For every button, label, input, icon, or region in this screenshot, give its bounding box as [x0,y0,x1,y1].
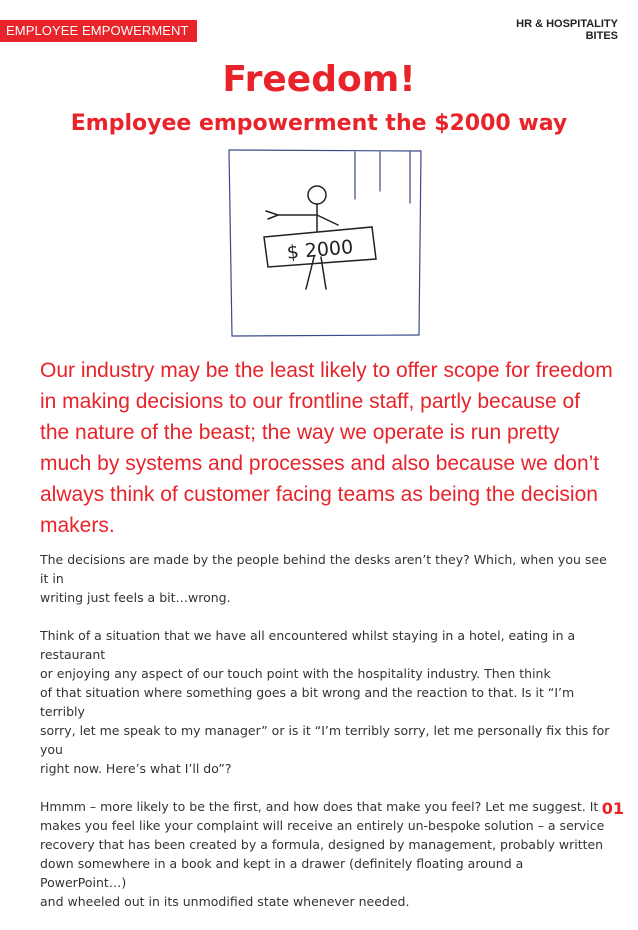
lead-paragraph: Our industry may be the least likely to offer scope for freedom in making decisions to our frontline staff, partly because of the nature of the beast; the way we operate is run pretty much by systems and processes and also because we don’t always think of customer facing teams as being the decision makers. [40,359,613,537]
section-tag: EMPLOYEE EMPOWERMENT [0,20,197,42]
body-paragraph: Think of a situation that we have all encountered whilst staying in a hotel, eating in a restaurant or enjoying any aspect of our touch point with the hospitality industry. Then think of that situation where something goes a bit wrong and the reaction to that. Is it “I’m terribly sorry, let me speak to my manager” or is it “I’m terribly sorry, let me personally fix this for you right now. Here’s what I’ll do”? [40,628,610,776]
body-paragraph: The decisions are made by the people behind the desks aren’t they? Which, when you see it in writing just feels a bit…wrong. [40,552,607,605]
page-number: 01 [601,799,624,818]
stick-figure-sketch [226,147,424,339]
page-subtitle: Employee empowerment the $2000 way [70,111,568,136]
article-body [40,550,610,930]
page-title: Freedom! [222,59,416,100]
brand-logo-text: HR & HOSPITALITY BITES [516,18,618,42]
body-paragraph: Hmmm – more likely to be the first, and how does that make you feel? Let me suggest. It makes you feel like your complaint will receive an entirely un-bespoke solution – a service recovery that has been created by a formula, designed by management, probably written down somewhere in a book and kept in a drawer (definitely floating around a PowerPoint…) and wheeled out in its unmodified state whenever needed. [40,799,605,909]
sign-amount-text: $ 2000 [285,236,355,264]
